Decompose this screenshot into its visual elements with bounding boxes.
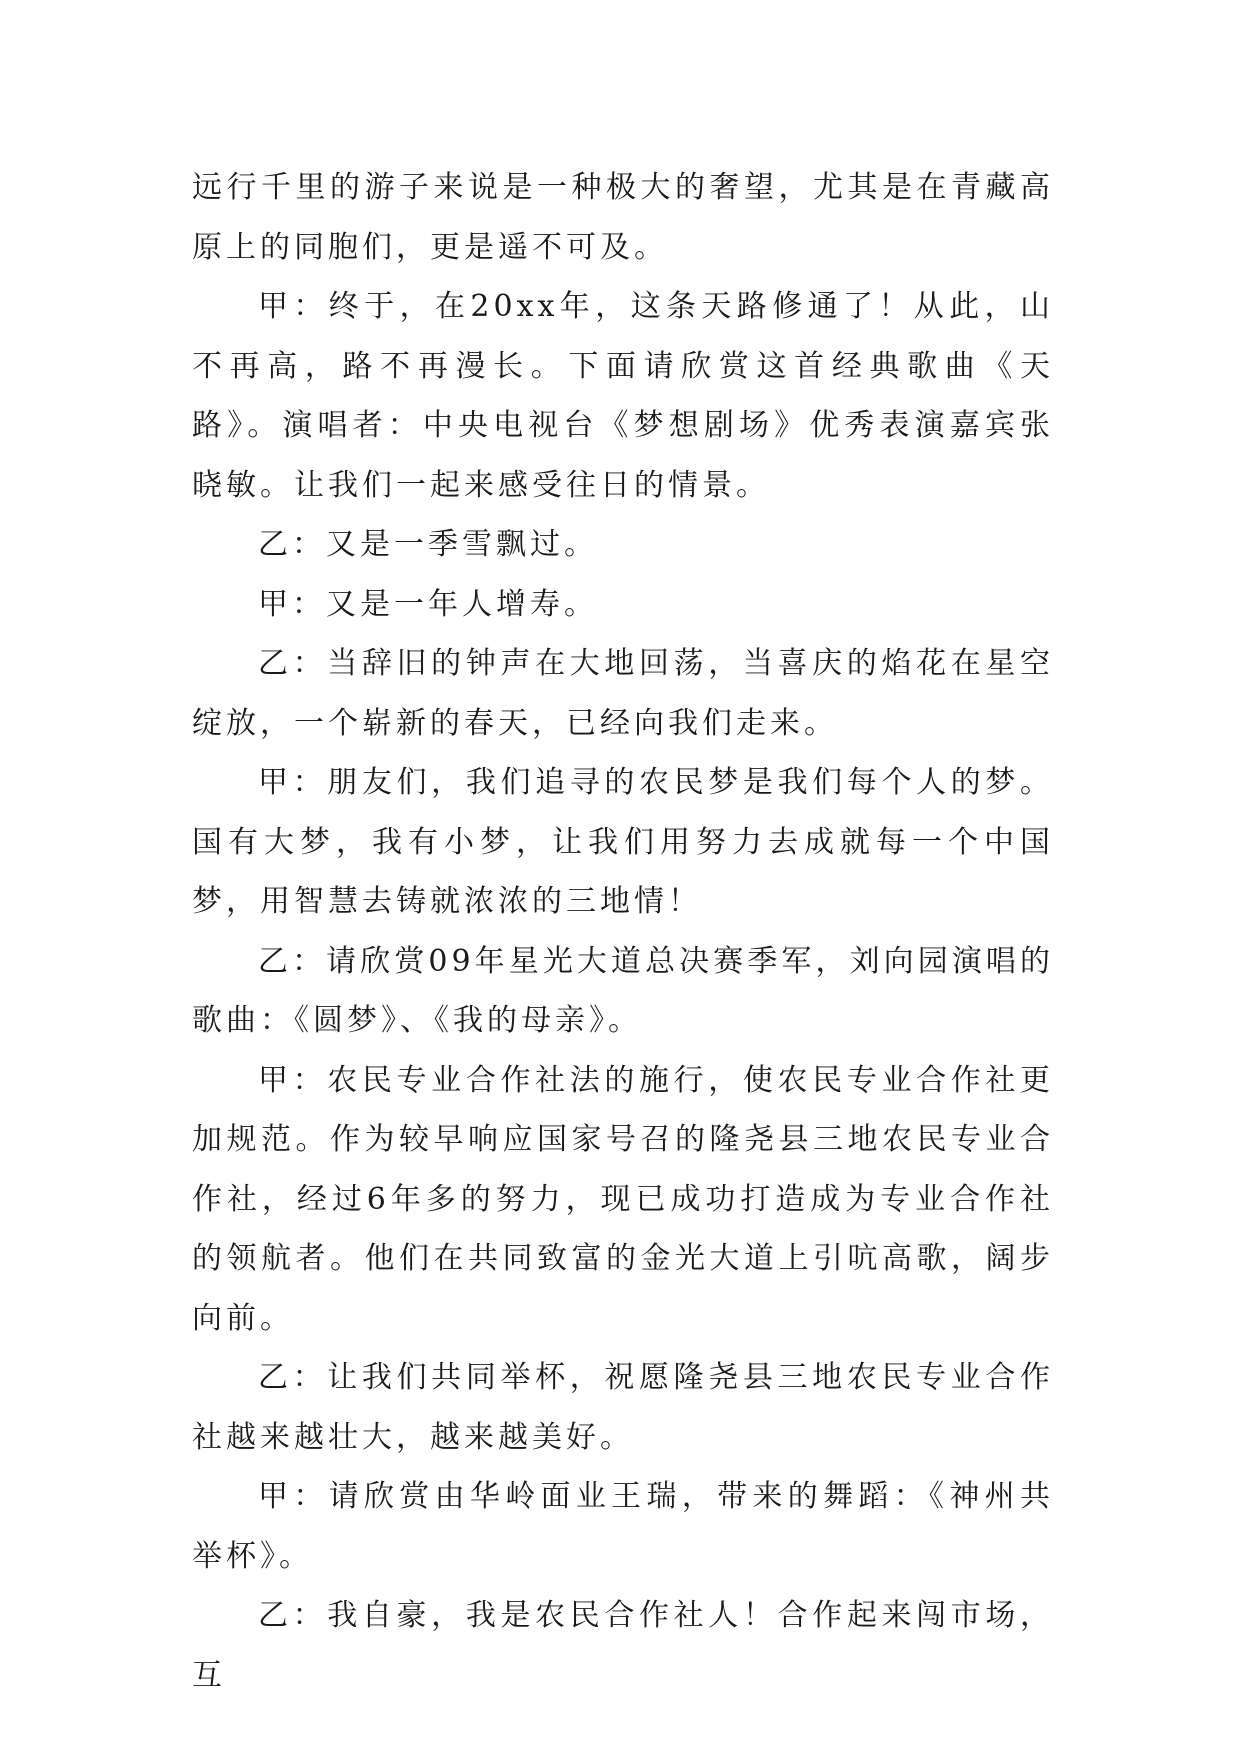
paragraph-1: 远行千里的游子来说是一种极大的奢望，尤其是在青藏高原上的同胞们，更是遥不可及。: [192, 170, 1054, 265]
paragraph-2: 甲：终于，在20xx年，这条天路修通了！从此，山不再高，路不再漫长。下面请欣赏这首经典歌曲《天路》。演唱者：中央电视台《梦想剧场》优秀表演嘉宾张晓敏。让我们一起来感受往日的情景。: [192, 289, 1054, 503]
paragraph-6: 甲：朋友们，我们追寻的农民梦是我们每个人的梦。国有大梦，我有小梦，让我们用努力去成就每一个中国梦，用智慧去铸就浓浓的三地情！: [192, 765, 1054, 919]
paragraph-5: 乙：当辞旧的钟声在大地回荡，当喜庆的焰花在星空绽放，一个崭新的春天，已经向我们走来。: [192, 646, 1054, 741]
paragraph-7: 乙：请欣赏09年星光大道总决赛季军，刘向园演唱的歌曲：《圆梦》、《我的母亲》。: [192, 943, 1054, 1038]
paragraph-10: 甲：请欣赏由华岭面业王瑞，带来的舞蹈：《神州共举杯》。: [192, 1479, 1054, 1574]
paragraph-9: 乙：让我们共同举杯，祝愿隆尧县三地农民专业合作社越来越壮大，越来越美好。: [192, 1360, 1054, 1455]
paragraph-4: 甲：又是一年人增寿。: [258, 586, 598, 622]
paragraph-8: 甲：农民专业合作社法的施行，使农民专业合作社更加规范。作为较早响应国家号召的隆尧县三地农民专业合作社，经过6年多的努力，现已成功打造成为专业合作社的领航者。他们在共同致富的金光大道上引吭高歌，阔步向前。: [192, 1062, 1054, 1336]
document-body: [192, 158, 1054, 1705]
paragraph-11: 乙：我自豪，我是农民合作社人！合作起来闯市场，互: [192, 1598, 1054, 1693]
paragraph-3: 乙：又是一季雪飘过。: [258, 527, 598, 562]
